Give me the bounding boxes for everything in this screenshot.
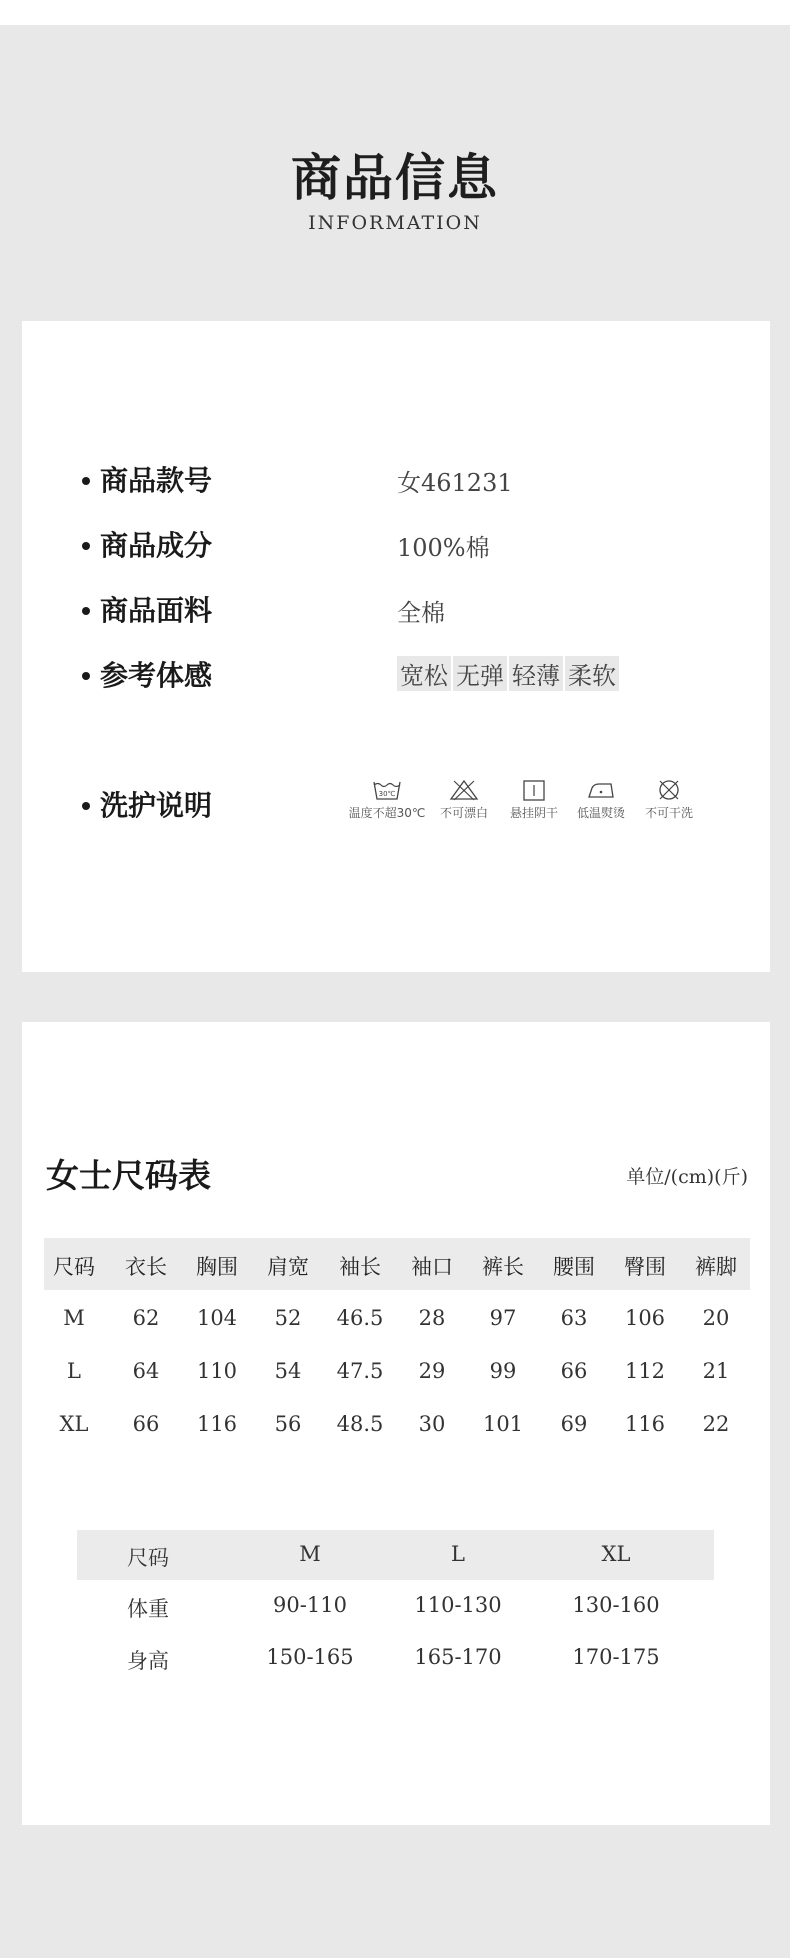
care-item: 不可干洗 — [624, 779, 714, 821]
product-info-card — [22, 321, 770, 972]
care-item: 不可漂白 — [419, 779, 509, 821]
table-header-cell: 胸围 — [196, 1255, 238, 1279]
info-label: 参考体感 — [82, 654, 212, 694]
table-cell: M — [63, 1306, 85, 1330]
info-value: 全棉 — [397, 599, 445, 627]
info-label: 洗护说明 — [82, 784, 212, 824]
table-cell: 165-170 — [414, 1645, 502, 1669]
table-row — [77, 1645, 714, 1685]
table-cell: 62 — [132, 1306, 160, 1330]
feel-tag: 轻薄 — [509, 656, 563, 691]
table-cell: 106 — [624, 1306, 666, 1330]
info-label: 商品成分 — [82, 524, 212, 564]
fit-table-header — [77, 1530, 714, 1580]
table-cell: 46.5 — [336, 1306, 384, 1330]
bullet-icon — [82, 802, 90, 810]
table-header-cell: 肩宽 — [267, 1255, 309, 1279]
feel-tags — [397, 656, 615, 691]
info-value: 女461231 — [397, 469, 513, 497]
table-cell: 97 — [489, 1306, 517, 1330]
table-cell: 116 — [624, 1412, 666, 1436]
unit-label: 单位/(cm)(斤) — [626, 1166, 748, 1188]
table-header-cell: 臀围 — [624, 1255, 666, 1279]
size-chart-title: 女士尺码表 — [46, 1156, 211, 1195]
table-cell: 48.5 — [336, 1412, 384, 1436]
table-row — [44, 1306, 750, 1346]
info-row-composition — [22, 524, 770, 570]
table-cell: 47.5 — [336, 1359, 384, 1383]
page-subtitle: INFORMATION — [308, 212, 482, 234]
table-cell: 170-175 — [572, 1645, 660, 1669]
table-cell: 64 — [132, 1359, 160, 1383]
care-item: 悬挂阴干 — [489, 779, 579, 821]
table-cell: 30 — [418, 1412, 446, 1436]
table-header-cell: 衣长 — [125, 1255, 167, 1279]
table-header-cell: 袖口 — [411, 1255, 453, 1279]
info-row-style-no — [22, 459, 770, 505]
top-white-strip — [0, 0, 790, 25]
table-cell: 110 — [196, 1359, 238, 1383]
size-table-header — [44, 1238, 750, 1290]
info-label: 商品款号 — [82, 459, 212, 499]
table-cell: 66 — [560, 1359, 588, 1383]
table-cell: 112 — [624, 1359, 666, 1383]
table-header-cell: L — [451, 1542, 465, 1566]
bullet-icon — [82, 607, 90, 615]
bullet-icon — [82, 542, 90, 550]
table-cell: 90-110 — [273, 1593, 347, 1617]
table-cell: 101 — [482, 1412, 524, 1436]
table-cell: 体重 — [127, 1597, 169, 1621]
info-row-fabric — [22, 589, 770, 635]
table-cell: 66 — [132, 1412, 160, 1436]
table-row — [77, 1593, 714, 1633]
bullet-icon — [82, 672, 90, 680]
table-cell: 99 — [489, 1359, 517, 1383]
table-cell: 28 — [418, 1306, 446, 1330]
iron-low-icon — [586, 779, 616, 801]
table-row — [44, 1359, 750, 1399]
table-header-cell: 裤脚 — [695, 1255, 737, 1279]
table-cell: XL — [59, 1412, 89, 1436]
table-header-cell: 腰围 — [553, 1255, 595, 1279]
table-cell: 63 — [560, 1306, 588, 1330]
page-title: 商品信息 — [291, 148, 499, 207]
table-cell: 150-165 — [266, 1645, 354, 1669]
feel-tag: 柔软 — [565, 656, 619, 691]
feel-tag: 宽松 — [397, 656, 451, 691]
table-cell: 69 — [560, 1412, 588, 1436]
care-item: 低温熨烫 — [556, 779, 646, 821]
table-header-cell: XL — [601, 1542, 631, 1566]
table-header-cell: 裤长 — [482, 1255, 524, 1279]
no-dry-clean-icon — [654, 779, 684, 801]
feel-tag: 无弹 — [453, 656, 507, 691]
hang-dry-icon — [519, 779, 549, 801]
table-cell: 54 — [274, 1359, 302, 1383]
table-cell: 52 — [274, 1306, 302, 1330]
svg-text:30℃: 30℃ — [378, 790, 396, 798]
info-label: 商品面料 — [82, 589, 212, 629]
table-cell: 22 — [702, 1412, 730, 1436]
table-cell: 身高 — [127, 1649, 169, 1673]
table-cell: 21 — [702, 1359, 730, 1383]
bullet-icon — [82, 477, 90, 485]
info-value: 100%棉 — [397, 534, 490, 562]
table-header-cell: 尺码 — [127, 1546, 169, 1570]
table-cell: 110-130 — [414, 1593, 502, 1617]
table-header-cell: M — [299, 1542, 321, 1566]
info-row-feel — [22, 654, 770, 700]
no-bleach-icon — [449, 779, 479, 801]
table-cell: 116 — [196, 1412, 238, 1436]
wash-30-icon — [372, 779, 402, 801]
care-item: 30℃ 温度不超30℃ — [342, 779, 432, 821]
table-cell: L — [67, 1359, 81, 1383]
table-header-cell: 袖长 — [339, 1255, 381, 1279]
care-icons — [342, 779, 742, 839]
table-cell: 130-160 — [572, 1593, 660, 1617]
table-row — [44, 1412, 750, 1452]
size-chart-card — [22, 1022, 770, 1825]
table-cell: 56 — [274, 1412, 302, 1436]
table-header-cell: 尺码 — [53, 1255, 95, 1279]
table-cell: 29 — [418, 1359, 446, 1383]
table-cell: 20 — [702, 1306, 730, 1330]
table-cell: 104 — [196, 1306, 238, 1330]
